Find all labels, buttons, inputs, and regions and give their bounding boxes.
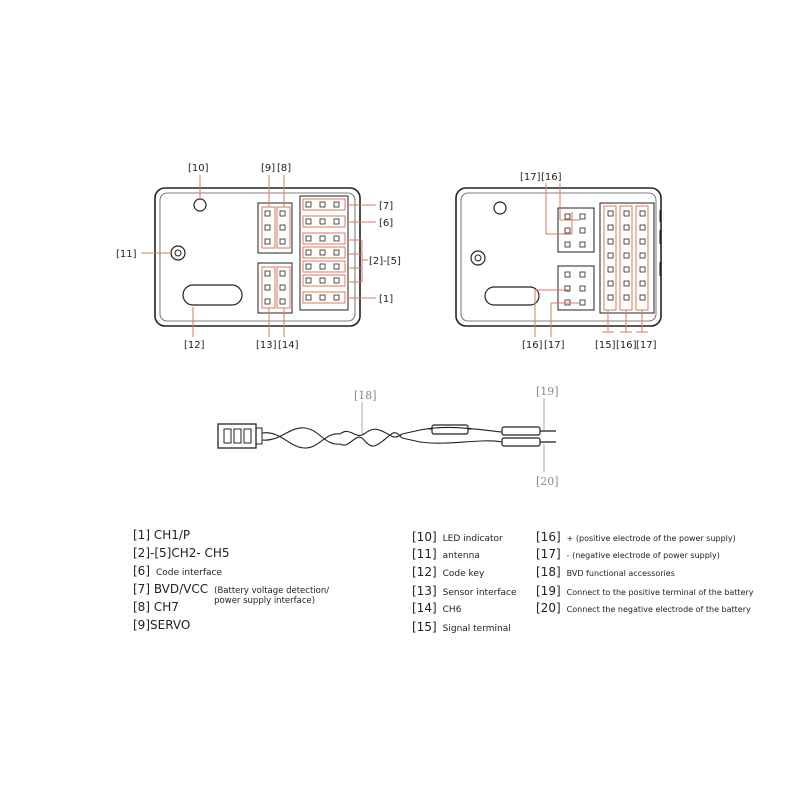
header-pin bbox=[640, 239, 645, 244]
legend-description: Code key bbox=[442, 569, 485, 579]
header-pin bbox=[334, 250, 339, 255]
led-indicator-icon bbox=[494, 202, 506, 214]
legend-number: [12] bbox=[412, 565, 437, 579]
legend-description: antenna bbox=[442, 551, 480, 561]
header-pin bbox=[334, 264, 339, 269]
header-pin bbox=[640, 225, 645, 230]
legend-description: Sensor interface bbox=[442, 588, 517, 598]
callout-battery-positive: [19] bbox=[536, 385, 559, 398]
legend-description: BVD functional accessories bbox=[566, 569, 675, 578]
legend-description: LED indicator bbox=[442, 534, 503, 544]
legend-number: [14] bbox=[412, 601, 437, 615]
left-receiver bbox=[116, 163, 401, 351]
sensor-ch6-connector bbox=[258, 263, 292, 313]
legend-item bbox=[133, 618, 190, 632]
header-pin bbox=[306, 202, 311, 207]
legend-number: [17] bbox=[536, 547, 561, 561]
fuse-holder-icon bbox=[428, 425, 472, 434]
plug-connector-icon bbox=[218, 424, 262, 448]
legend-item bbox=[412, 565, 484, 579]
antenna-hole-icon bbox=[175, 250, 181, 256]
callout-ch7: [8] bbox=[277, 163, 292, 174]
led-indicator-icon bbox=[194, 199, 206, 211]
header-pin bbox=[640, 267, 645, 272]
legend-number: [19] bbox=[536, 584, 561, 598]
header-pin bbox=[640, 295, 645, 300]
header-pin bbox=[608, 281, 613, 286]
header-pin bbox=[306, 236, 311, 241]
legend-note-line: (Battery voltage detection/ bbox=[214, 586, 330, 596]
header-pin bbox=[334, 219, 339, 224]
legend-item bbox=[412, 620, 511, 634]
header-pin bbox=[624, 267, 629, 272]
header-pin bbox=[624, 211, 629, 216]
legend-item bbox=[133, 546, 230, 560]
legend-description: CH6 bbox=[442, 605, 462, 615]
legend-number: [20] bbox=[536, 601, 561, 615]
header-pin bbox=[608, 253, 613, 258]
header-pin bbox=[624, 239, 629, 244]
legend-number: [13] bbox=[412, 584, 437, 598]
legend-item bbox=[412, 584, 517, 598]
legend-item bbox=[536, 530, 736, 544]
callout-ch2-5: [2]-[5] bbox=[369, 256, 401, 267]
header-pin bbox=[624, 295, 629, 300]
callout-bvd: [7] bbox=[379, 201, 394, 212]
legend-number: [7] BVD/VCC bbox=[133, 582, 209, 596]
callout-battery-negative: [20] bbox=[536, 475, 559, 488]
code-key-icon bbox=[183, 285, 242, 305]
legend-item bbox=[536, 565, 675, 579]
legend-number: [6] bbox=[133, 564, 150, 578]
battery-lead-negative bbox=[502, 438, 556, 446]
header-pin bbox=[608, 239, 613, 244]
header-pin bbox=[306, 250, 311, 255]
code-key-icon bbox=[485, 287, 539, 305]
legend-description: + (positive electrode of the power supply) bbox=[566, 534, 736, 543]
callout-ch6: [14] bbox=[278, 340, 299, 351]
header-pin bbox=[608, 267, 613, 272]
legend-item bbox=[412, 530, 503, 544]
header-pin bbox=[320, 278, 325, 283]
header-pin bbox=[320, 264, 325, 269]
callout-ch1: [1] bbox=[379, 294, 394, 305]
header-pin bbox=[334, 202, 339, 207]
header-pin bbox=[640, 211, 645, 216]
legend-note-line: power supply interface) bbox=[214, 596, 316, 606]
legend-number: [15] bbox=[412, 620, 437, 634]
legend-description: Signal terminal bbox=[442, 624, 511, 634]
header-pin bbox=[320, 295, 325, 300]
header-pin bbox=[640, 281, 645, 286]
legend-item bbox=[536, 547, 720, 561]
legend-item bbox=[412, 601, 461, 615]
twisted-wire bbox=[262, 427, 502, 448]
callout-led: [10] bbox=[188, 163, 209, 174]
channel-header-connector bbox=[300, 196, 348, 310]
header-pin bbox=[624, 281, 629, 286]
header-pin bbox=[306, 295, 311, 300]
callout-servo: [9] bbox=[261, 163, 276, 174]
legend-description: Connect to the positive terminal of the battery bbox=[566, 588, 754, 597]
legend-number: [16] bbox=[536, 530, 561, 544]
legend-text: [9]SERVO bbox=[133, 618, 191, 632]
callout-code: [6] bbox=[379, 218, 394, 229]
callout-sensor: [13] bbox=[256, 340, 277, 351]
header-pin bbox=[608, 225, 613, 230]
bvd-cable bbox=[218, 385, 559, 488]
legend-number: [10] bbox=[412, 530, 437, 544]
callout-bottom-neg: [17] bbox=[544, 340, 565, 351]
callout-signal: [15] bbox=[595, 340, 616, 351]
legend-text: [8] CH7 bbox=[133, 600, 179, 614]
callout-bottom-pos: [16] bbox=[522, 340, 543, 351]
header-pin bbox=[608, 295, 613, 300]
header-pin bbox=[624, 225, 629, 230]
servo-ch7-connector bbox=[258, 203, 292, 253]
top-power-connector bbox=[558, 208, 594, 252]
antenna-mount-icon bbox=[171, 246, 185, 260]
legend-text: [2]-[5]CH2- CH5 bbox=[133, 546, 230, 560]
callout-code-key: [12] bbox=[184, 340, 205, 351]
legend-item bbox=[536, 601, 751, 615]
header-pin bbox=[640, 253, 645, 258]
header-pin bbox=[334, 236, 339, 241]
header-pin bbox=[334, 295, 339, 300]
callout-antenna: [11] bbox=[116, 249, 137, 260]
header-pin bbox=[320, 219, 325, 224]
header-pin bbox=[320, 250, 325, 255]
legend-description: Connect the negative electrode of the battery bbox=[566, 605, 751, 614]
antenna-mount-icon bbox=[471, 251, 485, 265]
battery-lead-positive bbox=[502, 427, 556, 435]
legend-item bbox=[133, 564, 222, 578]
signal-header-connector bbox=[600, 203, 654, 313]
callout-top-neg: [17] bbox=[520, 172, 541, 183]
callout-bvd-accessory: [18] bbox=[354, 389, 377, 402]
header-pin bbox=[320, 236, 325, 241]
antenna-hole-icon bbox=[475, 255, 481, 261]
legend-item bbox=[133, 528, 190, 542]
legend-description: Code interface bbox=[156, 568, 223, 578]
header-pin bbox=[306, 264, 311, 269]
header-pin bbox=[624, 253, 629, 258]
header-pin bbox=[306, 278, 311, 283]
legend-text: [1] CH1/P bbox=[133, 528, 191, 542]
legend-note bbox=[214, 586, 329, 606]
legend-description: - (negative electrode of power supply) bbox=[566, 551, 720, 560]
legend-item bbox=[412, 547, 480, 561]
callout-top-pos: [16] bbox=[541, 172, 562, 183]
callout-row-pos: [16] bbox=[616, 340, 637, 351]
header-pin bbox=[608, 211, 613, 216]
header-pin bbox=[306, 219, 311, 224]
legend-number: [11] bbox=[412, 547, 437, 561]
legend-number: [18] bbox=[536, 565, 561, 579]
header-pin bbox=[334, 278, 339, 283]
legend-item bbox=[536, 584, 754, 598]
callout-row-neg: [17] bbox=[636, 340, 657, 351]
right-receiver bbox=[456, 172, 661, 351]
legend-item bbox=[133, 600, 179, 614]
header-pin bbox=[320, 202, 325, 207]
